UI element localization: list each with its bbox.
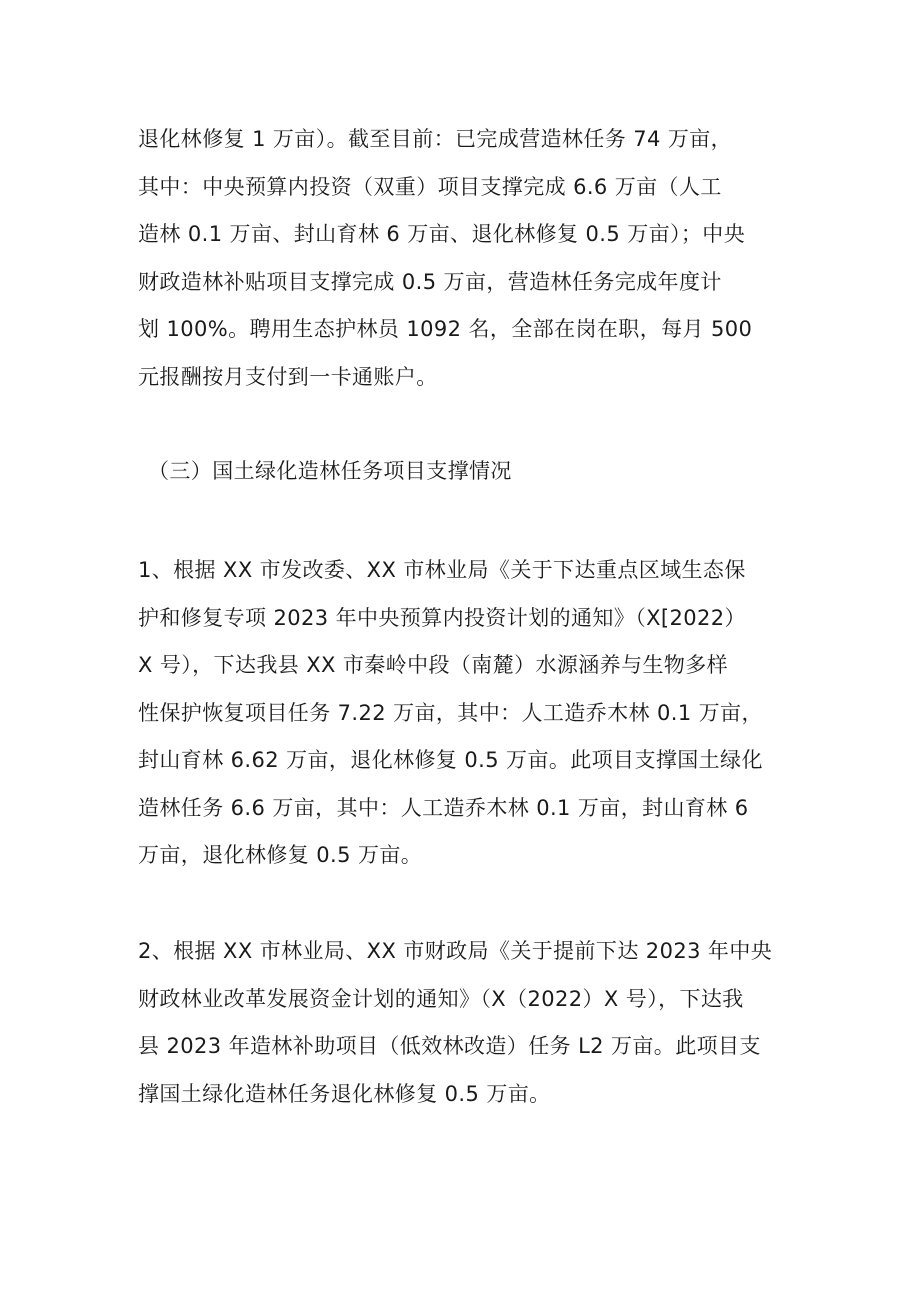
text-line: 县 2023 年造林补助项目（低效林改造）任务 L2 万亩。此项目支	[138, 1034, 761, 1058]
text-line: 划 100%。聘用生态护林员 1092 名，全部在岗在职，每月 500	[138, 317, 753, 341]
text-line: 造林任务 6.6 万亩，其中：人工造乔木林 0.1 万亩，封山育林 6	[138, 795, 749, 820]
text-line: 2、根据 XX 市林业局、XX 市财政局《关于提前下达 2023 年中央	[138, 939, 773, 963]
text-line: 性保护恢复项目任务 7.22 万亩，其中：人工造乔木林 0.1 万亩，	[138, 700, 763, 725]
text-line: 退化林修复 1 万亩）。截至目前：已完成营造林任务 74 万亩，	[138, 127, 733, 151]
text-line: X 号），下达我县 XX 市秦岭中段（南麓）水源涵养与生物多样	[138, 653, 729, 677]
text-line: 财政造林补贴项目支撑完成 0.5 万亩，营造林任务完成年度计	[138, 269, 722, 294]
paragraph-item-2	[138, 928, 798, 1118]
paragraph-forestation-progress	[138, 116, 798, 401]
text-line: 护和修复专项 2023 年中央预算内投资计划的通知》（X[2022）	[138, 605, 746, 630]
text-line: 其中：中央预算内投资（双重）项目支撑完成 6.6 万亩（人工	[138, 174, 722, 199]
text-line: 元报酬按月支付到一卡通账户。	[138, 364, 438, 389]
text-line: 1、根据 XX 市发改委、XX 市林业局《关于下达重点区域生态保	[138, 558, 746, 582]
text-line: 撑国土绿化造林任务退化林修复 0.5 万亩。	[138, 1081, 551, 1106]
text-line: 封山育林 6.62 万亩，退化林修复 0.5 万亩。此项目支撑国土绿化	[138, 748, 763, 772]
text-line: 造林 0.1 万亩、封山育林 6 万亩、退化林修复 0.5 万亩）；中央	[138, 222, 746, 246]
paragraph-item-1	[138, 547, 798, 880]
text-line: 万亩，退化林修复 0.5 万亩。	[138, 843, 423, 867]
section-heading: （三）国土绿化造林任务项目支撑情况	[148, 459, 512, 483]
text-line: 财政林业改革发展资金计划的通知》（X（2022）X 号），下达我	[138, 986, 744, 1011]
